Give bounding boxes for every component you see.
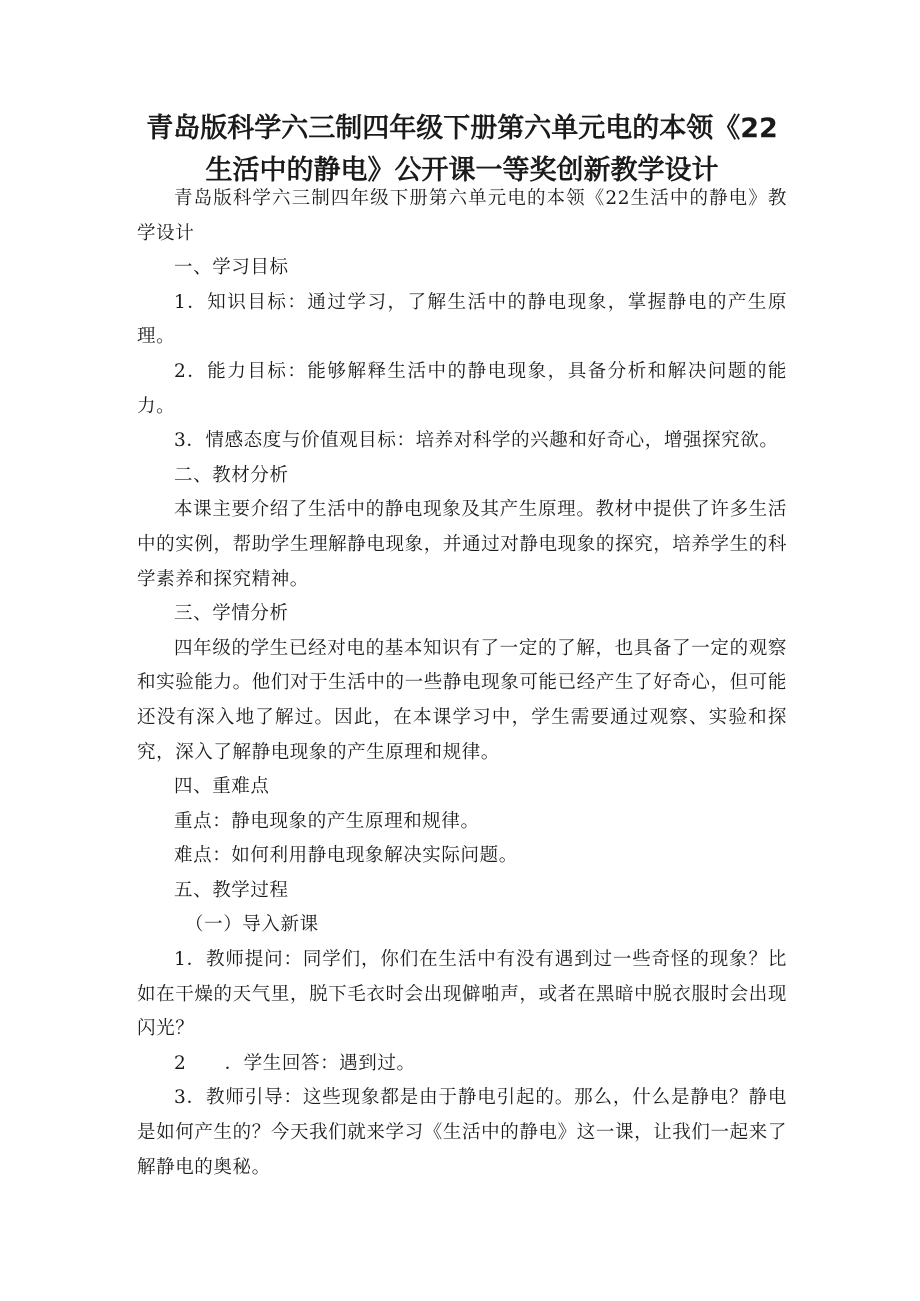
heading-introduction: （一）导入新课 [185,914,319,936]
document-title: 青岛版科学六三制四年级下册第六单元电的本领《22生活中的静电》公开课一等奖创新教学设计 [146,113,778,186]
heading-learning-goals: 一、学习目标 [174,257,289,279]
paragraph-textbook-analysis: 本课主要介绍了生活中的静电现象及其产生原理。教材中提供了许多生活中的实例，帮助学生理解静电现象，并通过对静电现象的探究，培养学生的科学素养和探究精神。 [137,499,787,590]
paragraph-teacher-question: 1．教师提问：同学们，你们在生活中有没有遇到过一些奇怪的现象？比如在干燥的天气里，脱下毛衣时会出现僻啪声，或者在黑暗中脱衣服时会出现闪光？ [137,949,787,1040]
paragraph-key-point: 重点：静电现象的产生原理和规律。 [174,810,480,832]
heading-key-points: 四、重难点 [174,776,270,798]
heading-textbook-analysis: 二、教材分析 [174,464,289,486]
heading-teaching-process: 五、教学过程 [174,879,289,901]
paragraph-goal-attitude: 3．情感态度与价值观目标：培养对科学的兴趣和好奇心，增强探究欲。 [174,430,779,452]
paragraph-teacher-guide: 3．教师引导：这些现象都是由于静电引起的。那么，什么是静电？静电是如何产生的？今天我们就来学习《生活中的静电》这一课，让我们一起来了解静电的奥秘。 [137,1087,787,1178]
paragraph-student-answer: 2 ．学生回答：遇到过。 [174,1052,416,1074]
paragraph-student-analysis: 四年级的学生已经对电的基本知识有了一定的了解，也具备了一定的观察和实验能力。他们对于生活中的一些静电现象可能已经产生了好奇心，但可能还没有深入地了解过。因此，在本课学习中，学生需要通过观察、实验和探究，深入了解静电现象的产生原理和规律。 [137,637,787,763]
paragraph-intro: 青岛版科学六三制四年级下册第六单元电的本领《22生活中的静电》教学设计 [137,188,787,244]
document-body [137,182,787,1185]
paragraph-difficult-point: 难点：如何利用静电现象解决实际问题。 [174,845,518,867]
paragraph-goal-ability: 2．能力目标：能够解释生活中的静电现象，具备分析和解决问题的能力。 [137,360,787,417]
heading-student-analysis: 三、学情分析 [174,603,289,625]
paragraph-goal-knowledge: 1．知识目标：通过学习，了解生活中的静电现象，掌握静电的产生原理。 [137,291,787,348]
